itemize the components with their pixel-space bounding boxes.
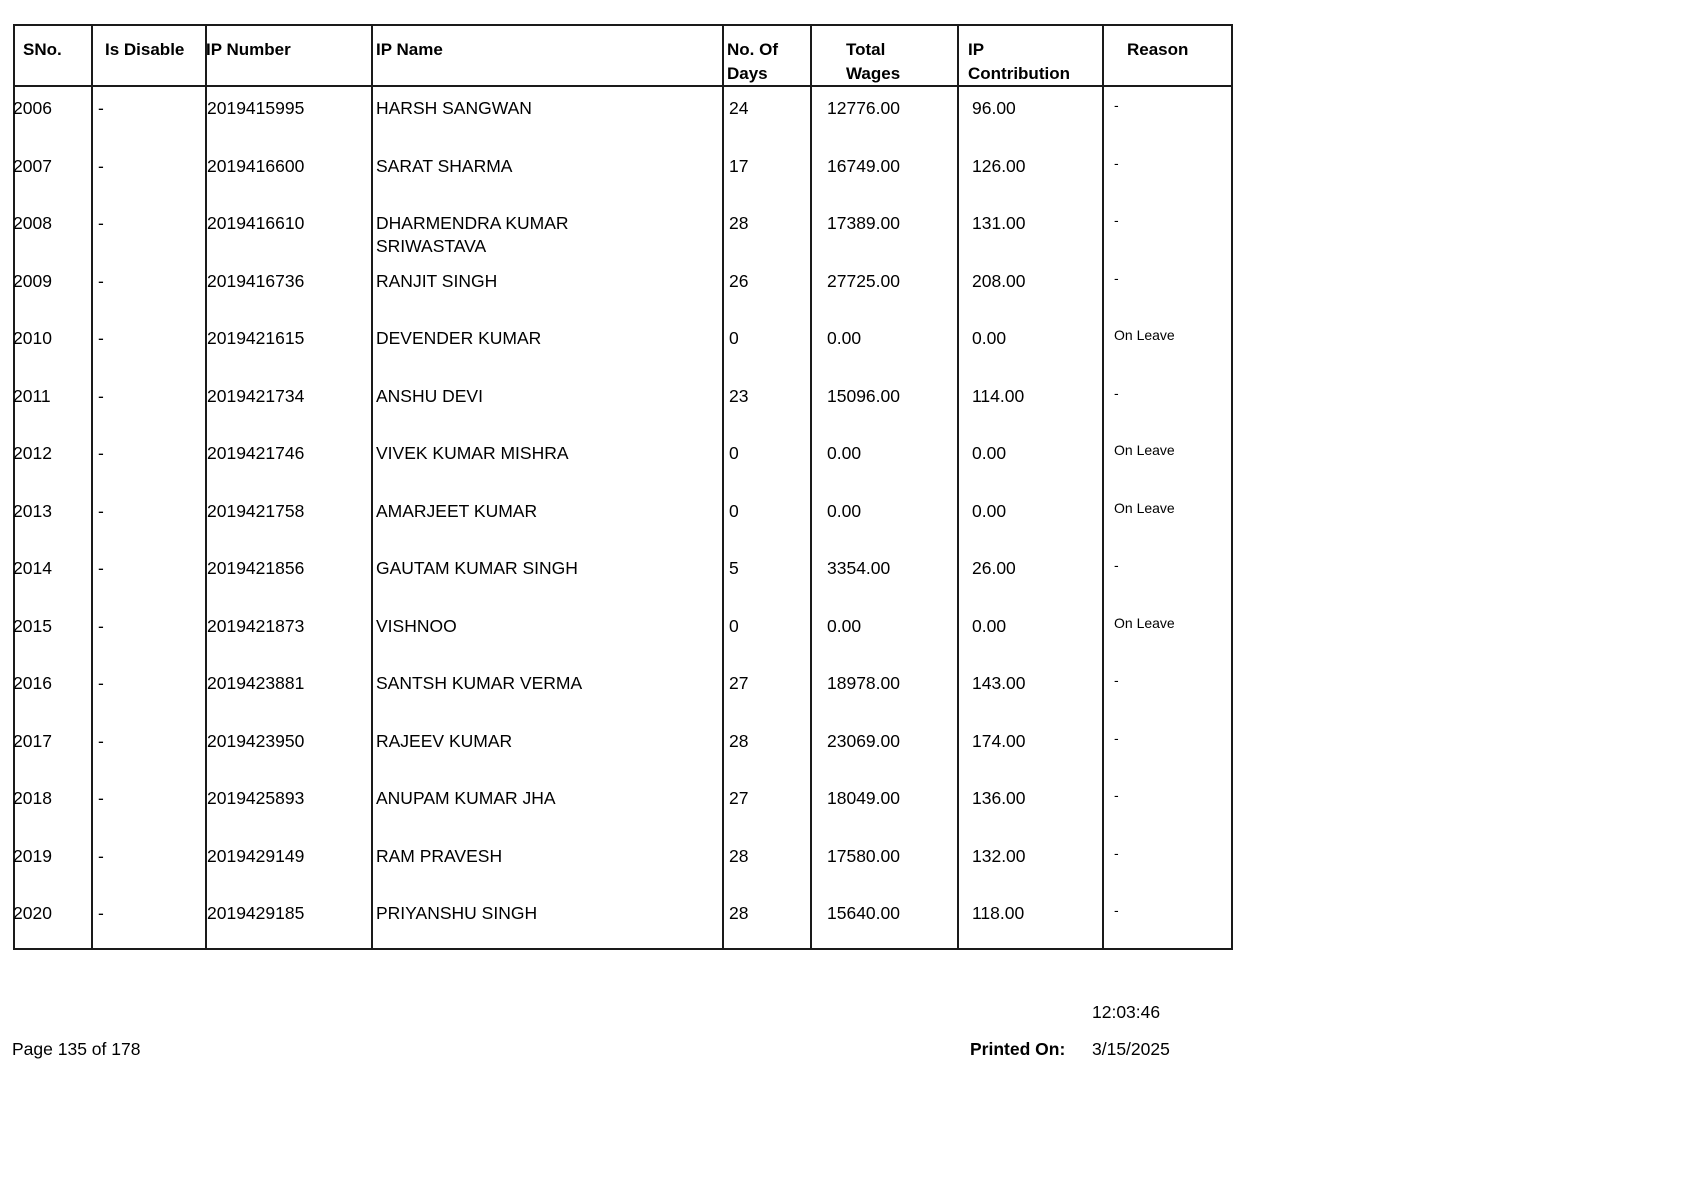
- header-ip-name: IP Name: [376, 40, 443, 59]
- cell-ip-name: [376, 615, 457, 638]
- ip-name-line1: VIVEK KUMAR MISHRA: [376, 443, 569, 463]
- cell-no-of-days: 0: [729, 500, 739, 521]
- cell-ip-contribution: 0.00: [972, 615, 1007, 636]
- table-row: [15, 202, 1231, 260]
- cell-sno: 2007: [13, 155, 52, 176]
- header-total-wages: [846, 38, 900, 86]
- cell-ip-contribution: 118.00: [972, 903, 1025, 923]
- header-ip-contribution: [968, 38, 1070, 86]
- cell-is-disable: -: [98, 673, 104, 693]
- table-row: [15, 145, 1231, 203]
- cell-ip-name: [376, 787, 556, 810]
- table-row: [15, 892, 1231, 950]
- cell-sno: 2008: [13, 213, 52, 233]
- ip-name-line1: SANTSH KUMAR VERMA: [376, 673, 583, 693]
- cell-reason: -: [1114, 557, 1119, 573]
- cell-reason: -: [1114, 154, 1119, 171]
- cell-is-disable: -: [98, 615, 104, 636]
- cell-reason: -: [1114, 384, 1119, 401]
- table-row: [15, 720, 1231, 778]
- cell-is-disable: -: [98, 155, 104, 176]
- cell-sno: 2009: [13, 270, 52, 291]
- cell-ip-name: [376, 385, 483, 408]
- cell-no-of-days: 28: [729, 213, 749, 233]
- header-ip-contribution-line1: IP: [968, 40, 985, 59]
- cell-ip-number: 2019416736: [207, 270, 305, 291]
- table-row: [15, 662, 1231, 720]
- ip-name-line1: VISHNOO: [376, 615, 457, 636]
- cell-no-of-days: 23: [729, 385, 749, 406]
- cell-no-of-days: 24: [729, 98, 749, 118]
- cell-ip-name: [376, 442, 569, 465]
- ip-name-line1: RAM PRAVESH: [376, 845, 503, 866]
- cell-ip-number: 2019415995: [207, 98, 305, 118]
- cell-sno: 2020: [13, 903, 52, 923]
- cell-total-wages: 3354.00: [827, 558, 891, 578]
- cell-ip-contribution: 0.00: [972, 500, 1007, 521]
- cell-sno: 2017: [13, 730, 52, 751]
- cell-is-disable: -: [98, 98, 104, 118]
- cell-ip-number: 2019421873: [207, 615, 305, 636]
- cell-sno: 2010: [13, 328, 52, 348]
- ip-name-line1: PRIYANSHU SINGH: [376, 903, 538, 923]
- cell-total-wages: 12776.00: [827, 98, 900, 118]
- cell-is-disable: -: [98, 558, 104, 578]
- ip-name-line1: RAJEEV KUMAR: [376, 730, 513, 751]
- table-row: [15, 317, 1231, 375]
- table-row: [15, 835, 1231, 893]
- printed-on-label: Printed On:: [970, 1039, 1066, 1059]
- cell-reason: -: [1114, 787, 1119, 803]
- cell-reason: -: [1114, 902, 1119, 918]
- cell-total-wages: 0.00: [827, 443, 862, 463]
- cell-ip-contribution: 174.00: [972, 730, 1026, 751]
- ip-name-line1: GAUTAM KUMAR SINGH: [376, 558, 578, 578]
- cell-reason: On Leave: [1114, 442, 1175, 458]
- cell-total-wages: 0.00: [827, 328, 862, 348]
- page-number: Page 135 of 178: [12, 1039, 141, 1059]
- cell-no-of-days: 28: [729, 730, 749, 751]
- cell-total-wages: 18978.00: [827, 673, 900, 693]
- cell-ip-contribution: 114.00: [972, 385, 1025, 406]
- ip-name-line1: SARAT SHARMA: [376, 155, 513, 176]
- cell-reason: On Leave: [1114, 499, 1175, 516]
- cell-is-disable: -: [98, 500, 104, 521]
- cell-total-wages: 15640.00: [827, 903, 900, 923]
- cell-ip-contribution: 0.00: [972, 443, 1007, 463]
- cell-reason: On Leave: [1114, 327, 1175, 343]
- table-row: [15, 547, 1231, 605]
- cell-ip-number: 2019429149: [207, 845, 305, 866]
- ip-name-line1: DHARMENDRA KUMAR: [376, 213, 569, 233]
- cell-ip-number: 2019421746: [207, 443, 305, 463]
- cell-total-wages: 16749.00: [827, 155, 900, 176]
- cell-ip-number: 2019423950: [207, 730, 305, 751]
- cell-total-wages: 23069.00: [827, 730, 900, 751]
- cell-is-disable: -: [98, 443, 104, 463]
- cell-ip-contribution: 143.00: [972, 673, 1026, 693]
- cell-ip-number: 2019425893: [207, 788, 305, 808]
- cell-no-of-days: 26: [729, 270, 749, 291]
- cell-is-disable: -: [98, 903, 104, 923]
- header-reason: Reason: [1127, 40, 1189, 59]
- cell-ip-name: [376, 730, 512, 753]
- cell-no-of-days: 17: [729, 155, 749, 176]
- cell-is-disable: -: [98, 328, 104, 348]
- table-row: [15, 605, 1231, 663]
- cell-no-of-days: 5: [729, 558, 739, 578]
- cell-sno: 2006: [13, 98, 52, 118]
- cell-is-disable: -: [98, 788, 104, 808]
- cell-no-of-days: 27: [729, 673, 749, 693]
- table-row: [15, 375, 1231, 433]
- cell-no-of-days: 0: [729, 443, 739, 463]
- cell-ip-name: [376, 672, 582, 695]
- cell-sno: 2012: [13, 443, 52, 463]
- cell-sno: 2019: [13, 845, 52, 866]
- cell-reason: -: [1114, 269, 1119, 286]
- cell-is-disable: -: [98, 270, 104, 291]
- cell-ip-name: [376, 97, 532, 120]
- cell-ip-number: 2019423881: [207, 673, 305, 693]
- cell-total-wages: 17580.00: [827, 845, 900, 866]
- ip-name-line1: HARSH SANGWAN: [376, 98, 532, 118]
- cell-reason: -: [1114, 212, 1119, 228]
- cell-is-disable: -: [98, 213, 104, 233]
- ip-name-line1: AMARJEET KUMAR: [376, 500, 538, 521]
- cell-ip-contribution: 131.00: [972, 213, 1026, 233]
- printed-time: 12:03:46: [1092, 1002, 1161, 1022]
- cell-ip-number: 2019416600: [207, 155, 305, 176]
- cell-ip-name: [376, 500, 537, 523]
- cell-ip-number: 2019421734: [207, 385, 305, 406]
- cell-total-wages: 27725.00: [827, 270, 900, 291]
- cell-ip-contribution: 0.00: [972, 328, 1007, 348]
- cell-total-wages: 15096.00: [827, 385, 900, 406]
- cell-total-wages: 0.00: [827, 500, 862, 521]
- header-is-disable: Is Disable: [105, 40, 185, 59]
- cell-ip-name: [376, 557, 578, 580]
- table-row: [15, 260, 1231, 318]
- cell-sno: 2015: [13, 615, 52, 636]
- cell-ip-name: [376, 327, 541, 350]
- cell-no-of-days: 0: [729, 328, 739, 348]
- cell-total-wages: 0.00: [827, 615, 862, 636]
- header-ip-number: IP Number: [206, 40, 291, 59]
- cell-ip-contribution: 26.00: [972, 558, 1016, 578]
- cell-ip-number: 2019421856: [207, 558, 305, 578]
- cell-ip-number: 2019416610: [207, 213, 305, 233]
- contribution-table: [13, 24, 1233, 950]
- ip-name-line1: ANSHU DEVI: [376, 385, 483, 406]
- cell-ip-contribution: 96.00: [972, 98, 1016, 118]
- cell-ip-name: [376, 845, 502, 868]
- cell-is-disable: -: [98, 730, 104, 751]
- cell-ip-number: 2019421758: [207, 500, 305, 521]
- cell-ip-contribution: 132.00: [972, 845, 1026, 866]
- cell-reason: -: [1114, 729, 1119, 746]
- printed-date: 3/15/2025: [1092, 1039, 1170, 1059]
- header-no-of-days: [727, 38, 778, 86]
- cell-sno: 2014: [13, 558, 52, 578]
- cell-sno: 2016: [13, 673, 52, 693]
- ip-name-line1: RANJIT SINGH: [376, 270, 498, 291]
- cell-ip-contribution: 136.00: [972, 788, 1026, 808]
- cell-total-wages: 18049.00: [827, 788, 900, 808]
- table-row: [15, 777, 1231, 835]
- cell-ip-contribution: 126.00: [972, 155, 1026, 176]
- cell-reason: -: [1114, 97, 1119, 113]
- header-sno: SNo.: [23, 40, 62, 59]
- cell-sno: 2018: [13, 788, 52, 808]
- cell-is-disable: -: [98, 845, 104, 866]
- table-row: [15, 87, 1231, 145]
- cell-is-disable: -: [98, 385, 104, 406]
- ip-name-line1: DEVENDER KUMAR: [376, 328, 542, 348]
- header-total-wages-line2: Wages: [846, 64, 901, 83]
- cell-reason: -: [1114, 844, 1119, 861]
- cell-sno: 2013: [13, 500, 52, 521]
- cell-ip-name: [376, 155, 512, 178]
- header-ip-contribution-line2: Contribution: [968, 64, 1070, 83]
- cell-ip-name: [376, 212, 569, 258]
- ip-name-line2: SRIWASTAVA: [376, 236, 487, 256]
- cell-ip-name: [376, 902, 537, 925]
- header-no-of-days-line1: No. Of: [727, 40, 778, 59]
- cell-reason: -: [1114, 672, 1119, 688]
- cell-no-of-days: 0: [729, 615, 739, 636]
- header-total-wages-line1: Total: [846, 40, 886, 59]
- header-no-of-days-line2: Days: [727, 64, 768, 83]
- cell-sno: 2011: [13, 385, 51, 406]
- cell-no-of-days: 28: [729, 845, 749, 866]
- cell-ip-name: [376, 270, 497, 293]
- cell-no-of-days: 28: [729, 903, 749, 923]
- cell-ip-number: 2019429185: [207, 903, 305, 923]
- table-row: [15, 432, 1231, 490]
- cell-reason: On Leave: [1114, 614, 1175, 631]
- cell-ip-contribution: 208.00: [972, 270, 1026, 291]
- cell-ip-number: 2019421615: [207, 328, 305, 348]
- cell-total-wages: 17389.00: [827, 213, 900, 233]
- table-row: [15, 490, 1231, 548]
- cell-no-of-days: 27: [729, 788, 749, 808]
- ip-name-line1: ANUPAM KUMAR JHA: [376, 788, 556, 808]
